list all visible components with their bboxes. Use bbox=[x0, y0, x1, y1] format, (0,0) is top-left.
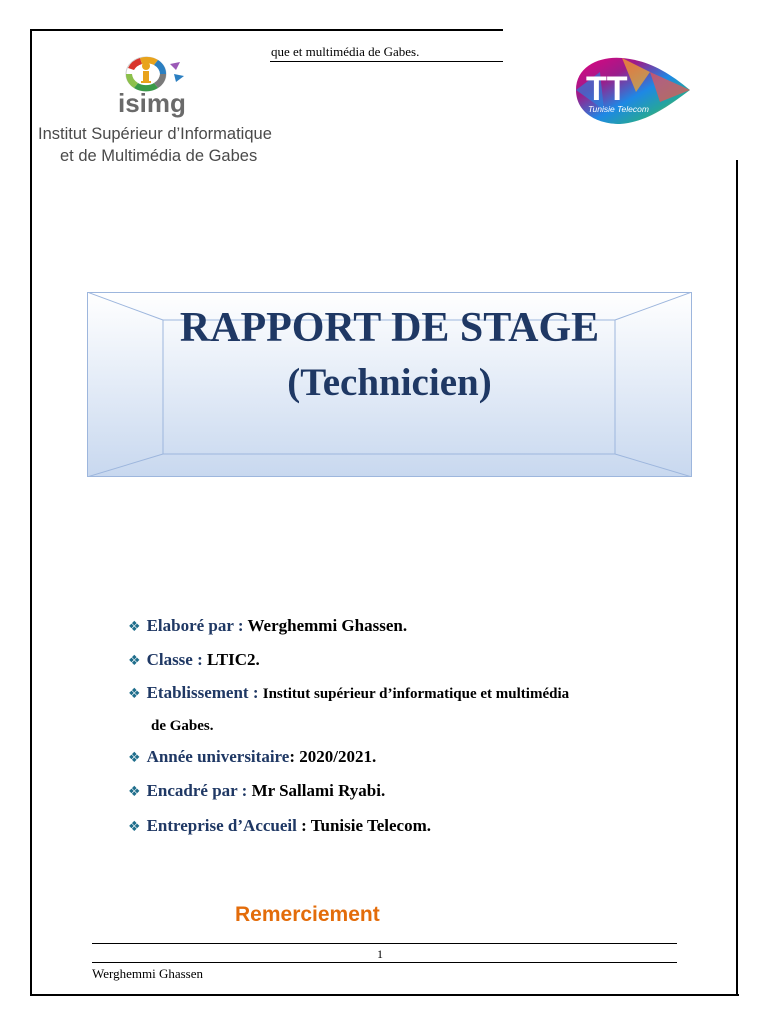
page-number: 1 bbox=[377, 947, 383, 961]
info-item-author: ❖ Elaboré par : Werghemmi Ghassen. bbox=[128, 616, 408, 635]
page-border-bottom bbox=[30, 994, 739, 996]
institute-name bbox=[38, 123, 278, 167]
page-border-top bbox=[30, 29, 503, 31]
diamond-bullet-icon: ❖ bbox=[128, 619, 141, 635]
info-item-class: ❖ Classe : LTIC2. bbox=[128, 650, 260, 669]
tt-mark-text: TT bbox=[586, 70, 628, 108]
footer-rule-bottom bbox=[92, 962, 677, 963]
isimg-logo-icon bbox=[110, 52, 200, 120]
report-title: RAPPORT DE STAGE bbox=[179, 305, 600, 351]
isimg-mark-text: isimg bbox=[118, 88, 186, 118]
info-item-institution: ❖ Etablissement : Institut supérieur d’informatique et multimédia bbox=[128, 683, 570, 702]
diamond-bullet-icon: ❖ bbox=[128, 819, 141, 835]
info-item-supervisor: ❖ Encadré par : Mr Sallami Ryabi. bbox=[128, 781, 386, 800]
institute-name-line1: Institut Supérieur d’Informatique bbox=[38, 125, 272, 143]
page-border-right bbox=[736, 160, 738, 996]
footer-author: Werghemmi Ghassen bbox=[92, 966, 203, 981]
header-underline bbox=[270, 61, 503, 62]
tunisie-telecom-logo-icon bbox=[570, 52, 694, 128]
institute-name-line2: et de Multimédia de Gabes bbox=[60, 147, 258, 165]
diamond-bullet-icon: ❖ bbox=[128, 653, 141, 669]
page-border-left bbox=[30, 29, 32, 996]
diamond-bullet-icon: ❖ bbox=[128, 686, 141, 702]
footer-rule-top bbox=[92, 943, 677, 944]
diamond-bullet-icon: ❖ bbox=[128, 750, 141, 766]
info-item-institution-continued: de Gabes. bbox=[151, 718, 214, 734]
tt-caption: Tunisie Telecom bbox=[588, 104, 649, 114]
header-text: que et multimédia de Gabes. bbox=[271, 44, 420, 59]
diamond-bullet-icon: ❖ bbox=[128, 784, 141, 800]
report-subtitle: (Technicien) bbox=[287, 361, 492, 404]
info-item-company: ❖ Entreprise d’Accueil : Tunisie Telecom. bbox=[128, 816, 432, 835]
section-heading: Remerciement bbox=[235, 903, 380, 926]
info-item-year: ❖ Année universitaire: 2020/2021. bbox=[128, 747, 377, 766]
